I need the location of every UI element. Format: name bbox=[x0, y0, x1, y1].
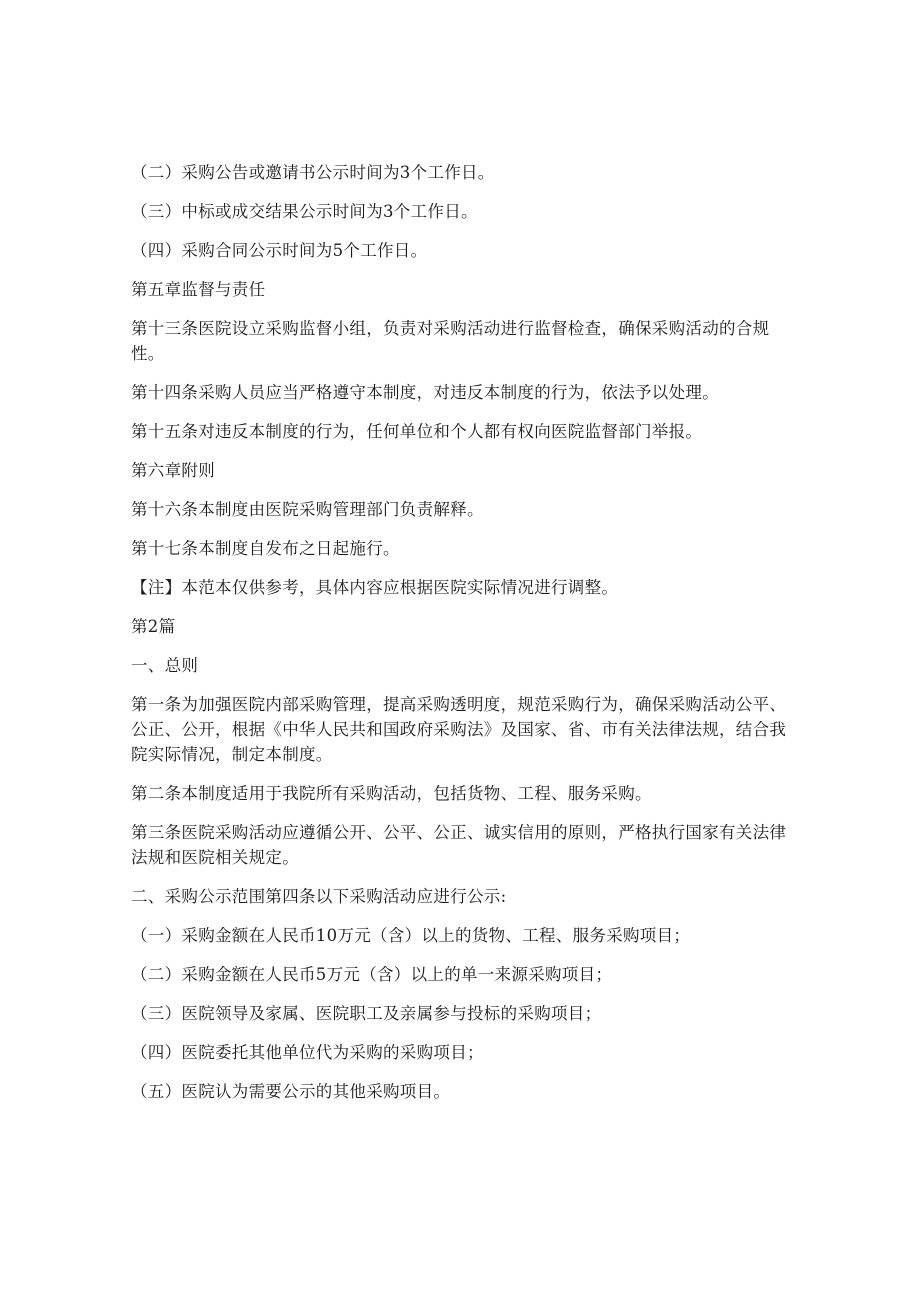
paragraph-article-14: 第十四条采购人员应当严格遵守本制度，对违反本制度的行为，依法予以处理。 bbox=[131, 383, 719, 402]
chapter-heading-appendix: 第六章附则 bbox=[131, 461, 215, 480]
paragraph-article-17: 第十七条本制度自发布之日起施行。 bbox=[131, 539, 400, 558]
paragraph-article-16: 第十六条本制度由医院采购管理部门负责解释。 bbox=[131, 500, 484, 519]
document-body bbox=[131, 160, 793, 1118]
paragraph-result-period: （三）中标或成交结果公示时间为3个工作日。 bbox=[131, 202, 478, 221]
list-item-scope-2: （二）采购金额在人民币5万元（含）以上的单一来源采购项目； bbox=[131, 965, 613, 984]
section-heading-general: 一、总则 bbox=[131, 656, 199, 675]
paragraph-article-13: 第十三条医院设立采购监督小组，负责对采购活动进行监督检查，确保采购活动的合规性。 bbox=[131, 319, 770, 363]
list-item-scope-4: （四）医院委托其他单位代为采购的采购项目； bbox=[131, 1043, 484, 1062]
section-heading-scope: 二、采购公示范围第四条以下采购活动应进行公示: bbox=[131, 887, 507, 906]
paragraph-article-1: 第一条为加强医院内部采购管理，提高采购透明度，规范采购行为，确保采购活动公平、公正、公开，根据《中华人民共和国政府采购法》及国家、省、市有关法律法规，结合我院实际情况，制定本制度。 bbox=[131, 695, 787, 764]
paragraph-article-15: 第十五条对违反本制度的行为，任何单位和个人都有权向医院监督部门举报。 bbox=[131, 422, 703, 441]
list-item-scope-5: （五）医院认为需要公示的其他采购项目。 bbox=[131, 1082, 451, 1101]
paragraph-article-3: 第三条医院采购活动应遵循公开、公平、公正、诚实信用的原则，严格执行国家有关法律法规和医院相关规定。 bbox=[131, 823, 787, 867]
chapter-heading-supervision: 第五章监督与责任 bbox=[131, 280, 266, 299]
paragraph-contract-period: （四）采购合同公示时间为5个工作日。 bbox=[131, 241, 428, 260]
section-heading-part-2: 第2篇 bbox=[131, 617, 176, 636]
list-item-scope-3: （三）医院领导及家属、医院职工及亲属参与投标的采购项目； bbox=[131, 1004, 602, 1023]
paragraph-article-2: 第二条本制度适用于我院所有采购活动，包括货物、工程、服务采购。 bbox=[131, 784, 652, 803]
paragraph-note: 【注】本范本仅供参考，具体内容应根据医院实际情况进行调整。 bbox=[131, 578, 619, 597]
paragraph-notice-period: （二）采购公告或邀请书公示时间为3个工作日。 bbox=[131, 163, 495, 182]
list-item-scope-1: （一）采购金额在人民币10万元（含）以上的货物、工程、服务采购项目； bbox=[131, 926, 691, 945]
